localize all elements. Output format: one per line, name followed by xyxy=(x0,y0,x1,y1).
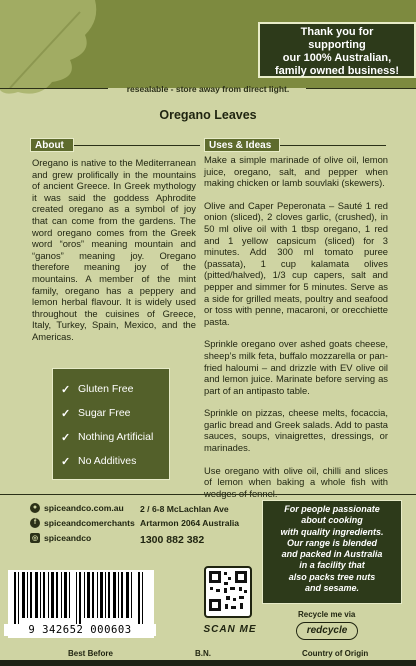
allergen-notice xyxy=(262,500,402,604)
feature-label: Nothing Artificial xyxy=(78,431,154,443)
address-line: Artarmon 2064 Australia xyxy=(140,518,240,528)
check-icon: ✓ xyxy=(61,407,71,420)
feature-item xyxy=(61,425,161,449)
reseal-divider xyxy=(306,88,416,89)
feature-item xyxy=(61,449,161,473)
about-text: Oregano is native to the Mediterranean and grew prolifically in the mountains of ancient Greece. In Greek mythology it was said the goddess Aphrodite created oregano as a symbol of joy that can come from the gardens. The word oregano comes from the Greek word “oros” meaning mountain and “ganos” meaning joy. Oregano therefore meaning joy of the mountains. A member of the mint family, oregano has a peppery and lemon herbal flavour. It is widely used throughout the cuisines of Greece, Italy, Turkey, Spain, Mexico, and the Americas. xyxy=(32,157,196,342)
feature-label: Gluten Free xyxy=(78,383,134,395)
notice-line: and sesame. xyxy=(304,583,360,594)
notice-line: about cooking xyxy=(301,515,363,526)
instagram-label: spiceandco xyxy=(44,532,92,543)
footer-strip xyxy=(0,660,416,666)
country-of-origin-label: Country of Origin xyxy=(302,649,369,658)
reseal-divider xyxy=(0,88,108,89)
uses-text xyxy=(204,154,388,510)
facebook-icon: f xyxy=(30,518,40,528)
thank-line: supporting xyxy=(308,39,366,51)
about-heading: About xyxy=(30,138,74,152)
uses-paragraph: Sprinkle oregano over ashed goats cheese, sheep’s milk feta, buffalo mozzarella or pan-fried haloumi – and drizzle with EV olive oil and lemon juice. Marinate before serving as part of an antipasto table. xyxy=(204,338,388,396)
barcode-number: 9 342652 000603 xyxy=(4,624,156,636)
facebook-label: spiceandcomerchants xyxy=(44,517,135,528)
uses-paragraph: Make a simple marinade of olive oil, lemon juice, oregano, salt, and pepper when making chicken or lamb souvlaki (skewers). xyxy=(204,154,388,189)
thank-line: family owned business! xyxy=(274,65,400,77)
uses-divider xyxy=(280,145,386,146)
recycle-label: Recycle me via xyxy=(298,610,356,619)
uses-paragraph: Sprinkle on pizzas, cheese melts, focaccia, garlic bread and Greek salads. Add to pasta sauces, soups, vinaigrettes, dressings, or marinades. xyxy=(204,407,388,454)
thank-line: our 100% Australian, xyxy=(282,52,392,64)
phone-number: 1300 882 382 xyxy=(140,534,205,546)
scan-me-label: SCAN ME xyxy=(203,624,257,635)
feature-item xyxy=(61,401,161,425)
notice-line: For people passionate xyxy=(284,504,380,514)
notice-line: also packs tree nuts xyxy=(288,571,376,582)
features-box xyxy=(52,368,170,480)
website-label: spiceandco.com.au xyxy=(44,502,124,513)
notice-line: in a facility that xyxy=(299,560,365,571)
uses-paragraph: Olive and Caper Peperonata – Sauté 1 red onion (sliced), 2 cloves garlic, (crushed), in 50 ml olive oil with 1 tbsp oregano, 1 red and 1 yellow capsicum (sliced) for 3 minutes. Add 300 ml tomato puree (passata), 1 cup kalamata olives (pitted/halved), 1/3 cup capers, salt and pepper and simmer for 5 minutes. Serve as a side for grilled meats, poultry and seafood or toss with penne, macaroni, or orecchiette pasta. xyxy=(204,199,388,327)
check-icon: ✓ xyxy=(61,431,71,444)
feature-label: Sugar Free xyxy=(78,407,131,419)
instagram-icon: ◎ xyxy=(31,534,39,542)
qr-frame[interactable] xyxy=(204,566,252,618)
feature-label: No Additives xyxy=(78,455,137,467)
globe-icon: ● xyxy=(30,503,40,513)
redcycle-logo: redcycle xyxy=(296,622,358,640)
barcode-icon xyxy=(10,572,150,624)
notice-line: Our range is blended xyxy=(286,537,378,548)
address-line: 2 / 6-8 McLachlan Ave xyxy=(140,504,229,514)
thank-line: Thank you for xyxy=(300,26,374,38)
about-divider xyxy=(74,145,200,146)
best-before-label: Best Before xyxy=(68,649,113,658)
product-title: Oregano Leaves xyxy=(159,108,257,122)
check-icon: ✓ xyxy=(61,383,71,396)
uses-paragraph: Use oregano with olive oil, chilli and slices of lemon when baking a whole fish with xyxy=(204,464,388,488)
notice-line: and packed in Australia xyxy=(281,549,383,560)
qr-code-icon xyxy=(206,568,250,616)
feature-item xyxy=(61,377,161,401)
uses-heading: Uses & Ideas xyxy=(204,138,280,152)
section-divider xyxy=(0,494,416,495)
notice-line: with quality ingredients. xyxy=(280,526,384,537)
footer-labels xyxy=(0,648,416,660)
company-address xyxy=(140,502,239,547)
check-icon: ✓ xyxy=(61,455,71,468)
reseal-note: resealable - store away from direct light. xyxy=(126,84,290,94)
batch-number-label: B.N. xyxy=(195,649,211,658)
thank-you-box xyxy=(258,22,416,78)
